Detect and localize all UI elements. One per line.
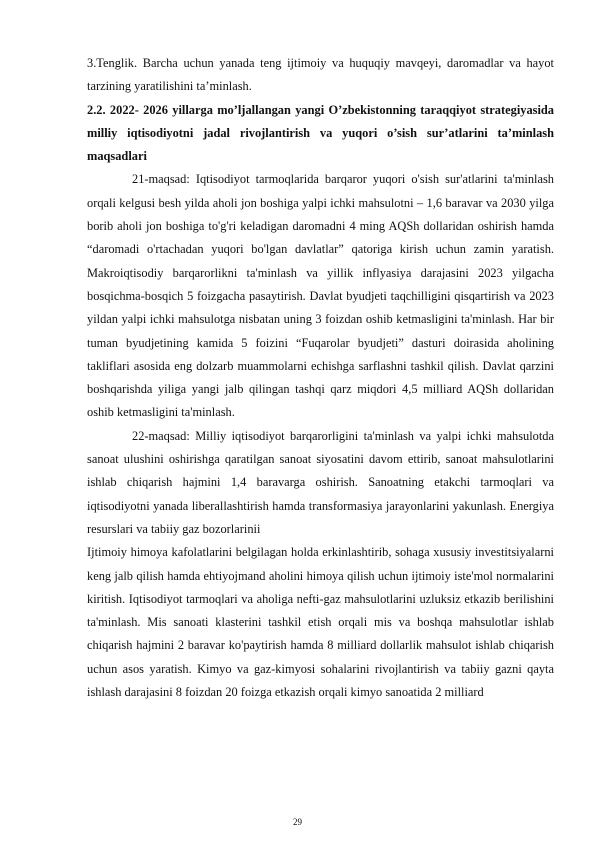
- paragraph-goal-21: 21-maqsad: Iqtisodiyot tarmoqlarida barqaror yuqori o'sish sur'atlarini ta'minlash orqali kelgusi besh yilda aholi jon boshiga yalpi ichki mahsulotni – 1,6 baravar va 2030 yilga borib aholi jon boshiga to'g'ri keladigan daromadni 4 ming AQSh dollaridan oshirish hamda “daromadi o'rtachadan yuqori bo'lgan davlatlar” qatoriga kirish uchun zamin yaratish. Makroiqtisodiy barqarorlikni ta'minlash va yillik inflyasiya darajasini 2023 yilgacha bosqichma-bosqich 5 foizgacha pasaytirish. Davlat byudjeti taqchilligini qisqartirish va 2023 yildan yalpi ichki mahsulotga nisbatan uning 3 foizdan oshib ketmasligini ta'minlash. Har bir tuman byudjetining kamida 5 foizini “Fuqarolar byudjeti” dasturi doirasida aholining takliflari asosida eng dolzarb muammolarni echishga sarflashni tashkil qilish. Davlat qarzini boshqarishda yiliga yangi jalb qilingan tashqi qarz miqdori 4,5 milliard AQSh dollaridan oshib ketmasligini ta'minlash.: [87, 172, 554, 420]
- paragraph-equality-goal: 3.Tenglik. Barcha uchun yanada teng ijtimoiy va huquqiy mavqeyi, daromadlar va hayot tarzining yaratilishini ta’minlash.: [87, 56, 554, 94]
- paragraph-social-protection: Ijtimoiy himoya kafolatlarini belgilagan holda erkinlashtirib, sohaga xususiy investitsiyalarni keng jalb qilish hamda ehtiyojmand aholini himoya qilish uchun ijtimoiy iste'mol normalarini kiritish. Iqtisodiyot tarmoqlari va aholiga nefti-gaz mahsulotlarini uzluksiz etkazib berilishini ta'minlash. Mis sanoati klasterini tashkil etish orqali mis va boshqa mahsulotlar ishlab chiqarish hajmini 2 baravar ko'paytirish hamda 8 milliard dollarlik mahsulot ishlab chiqarish uchun asos yaratish. Kimyo va gaz-kimyosi sohalarini rivojlantirish va tabiiy gazni qayta ishlash darajasini 8 foizdan 20 foizga etkazish orqali kimyo sanoatida 2 milliard: [87, 545, 554, 700]
- paragraph-goal-22: 22-maqsad: Milliy iqtisodiyot barqarorligini ta'minlash va yalpi ichki mahsulotda sanoat ulushini oshirishga qaratilgan sanoat siyosatini davom ettirib, sanoat mahsulotlarini ishlab chiqarish hajmini 1,4 baravarga oshirish. Sanoatning etakchi tarmoqlari va iqtisodiyotni yanada liberallashtirish hamda transformasiya jarayonlarini yakunlash. Energiya resurslari va tabiiy gaz bozorlarinii: [87, 428, 554, 536]
- body-text: [87, 52, 554, 704]
- page-number: 29: [293, 817, 302, 827]
- section-heading: 2.2. 2022- 2026 yillarga mo’ljallangan yangi O’zbekistonning taraqqiyot strategiyasida milliy iqtisodiyotni jadal rivojlantirish va yuqori o’sish sur’atlarini ta’minlash maqsadlari: [87, 102, 554, 164]
